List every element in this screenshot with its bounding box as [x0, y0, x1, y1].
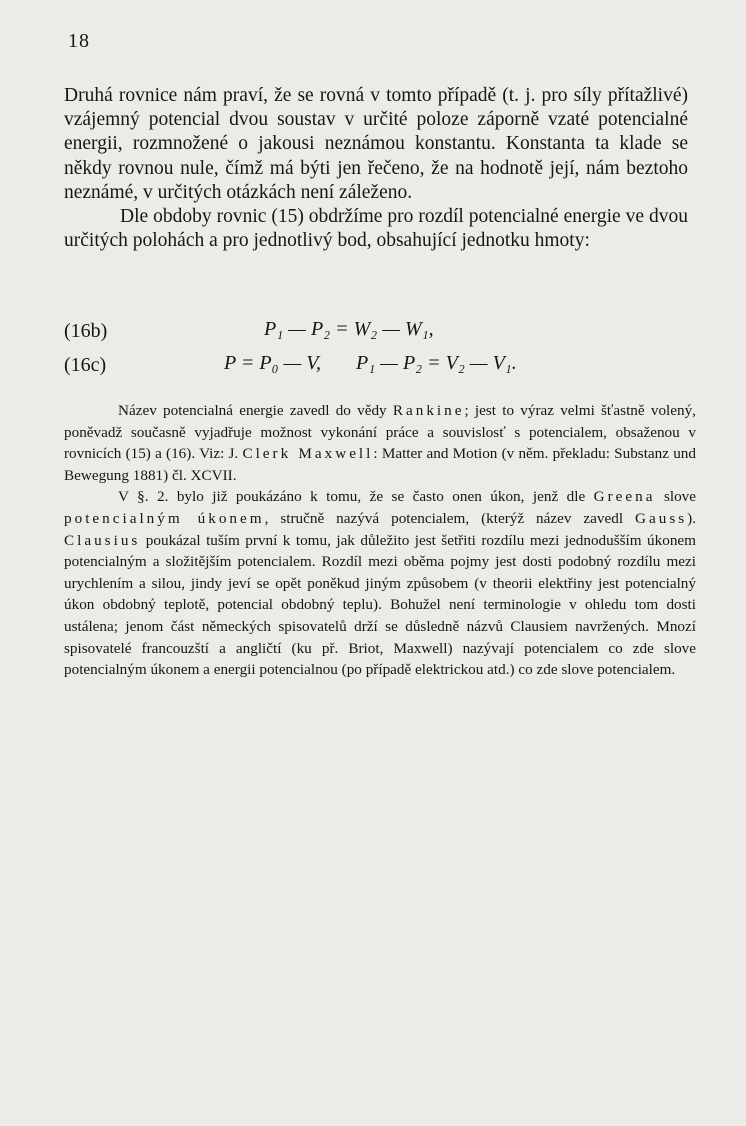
main-text: [64, 84, 688, 253]
author-name: Rankine: [392, 402, 465, 419]
page-number: 18: [68, 30, 90, 52]
paragraph-2: Dle obdoby rovnic (15) obdržíme pro rozdíl potencialné energie ve dvou určitých polohách a pro jednotlivý bod, obsahující jednotku hmoty:: [64, 206, 688, 252]
note-text: slove: [655, 488, 697, 506]
note-text: V §. 2. bylo již poukázáno k tomu, že se často onen úkon, jenž dle: [118, 488, 594, 506]
emphasized-term: potencialným úkonem: [64, 509, 265, 527]
note-text: Název potencialná energie zavedl do vědy: [118, 402, 393, 419]
equation-expr-16b: P₁ — P₂ = W₂ — W₁,: [264, 318, 434, 340]
paragraph-1: Druhá rovnice nám praví, že se rovná v tomto případě (t. j. pro síly přítažlivé) vzájemný potencial dvou soustav v určité poloze záporně vzaté potencialné energii, rozmnožené o jakousi neznámou konstantu. Konstanta ta klade se někdy rovnou nule, čímž má býti jen řečeno, že na hodnotě její, nám beztoho neznámé, v určitých otázkách není záleženo.: [64, 85, 688, 203]
author-name: Clerk Maxwell: [242, 445, 374, 463]
equation-expr-16c-a: P = P₀ — V,: [224, 352, 321, 374]
author-name: Clausius: [64, 531, 141, 549]
note-text: ).: [687, 509, 697, 527]
author-name: Gauss: [635, 509, 688, 527]
equation-label-16c: (16c): [64, 354, 107, 376]
footnote-paragraph-1: [64, 400, 696, 486]
author-name: Greena: [593, 488, 656, 506]
footnote-paragraph-2: [64, 486, 696, 680]
footnote-block: [64, 400, 696, 681]
equation-block: [64, 318, 704, 386]
note-text: poukázal tuším první k tomu, jak důležito jest šetřiti rozdílu mezi jednodušším úkonem potencialným a složitějším potencialem. Rozdíl mezi oběma pojmy jest dosti podobný rozdílu mezi urychlením a silou, jindy jeví se opět poněkud jiným způsobem (v theorii elektřiny jest potencialný úkon obdobný teplotě, potencial obdobný teplu). Bohužel není terminologie v ohledu tom dosti ustálena; jenom část německých spisovatelů drží se důsledně názvů Clausiem navržených. Mnozí spisovatelé francouzští a angličtí (ku př. Briot, Maxwell) nazývají potencialem co zde slove potencialným úkonem a energii potencialnou (po případě elektrickou atd.) co zde slove potencialem.: [64, 531, 696, 679]
note-text: , stručně nazývá potencialem, (kterýž název zavedl: [264, 509, 636, 527]
equation-16c: [64, 352, 704, 386]
equation-16b: [64, 318, 704, 352]
equation-expr-16c-b: P₁ — P₂ = V₂ — V₁.: [356, 352, 517, 374]
note-text: ; jest to výraz velmi šťastně volený, poněvadž současně vyjadřuje možnost vykonání práce a souvislosť s potencialem, obsaženou v rovnicích (15) a (16). Viz: J.: [64, 402, 696, 463]
note-text: : Matter and Motion (v něm. překladu: Substanz und Bewegung 1881) čl. XCVII.: [64, 445, 696, 484]
equation-label-16b: (16b): [64, 320, 108, 342]
